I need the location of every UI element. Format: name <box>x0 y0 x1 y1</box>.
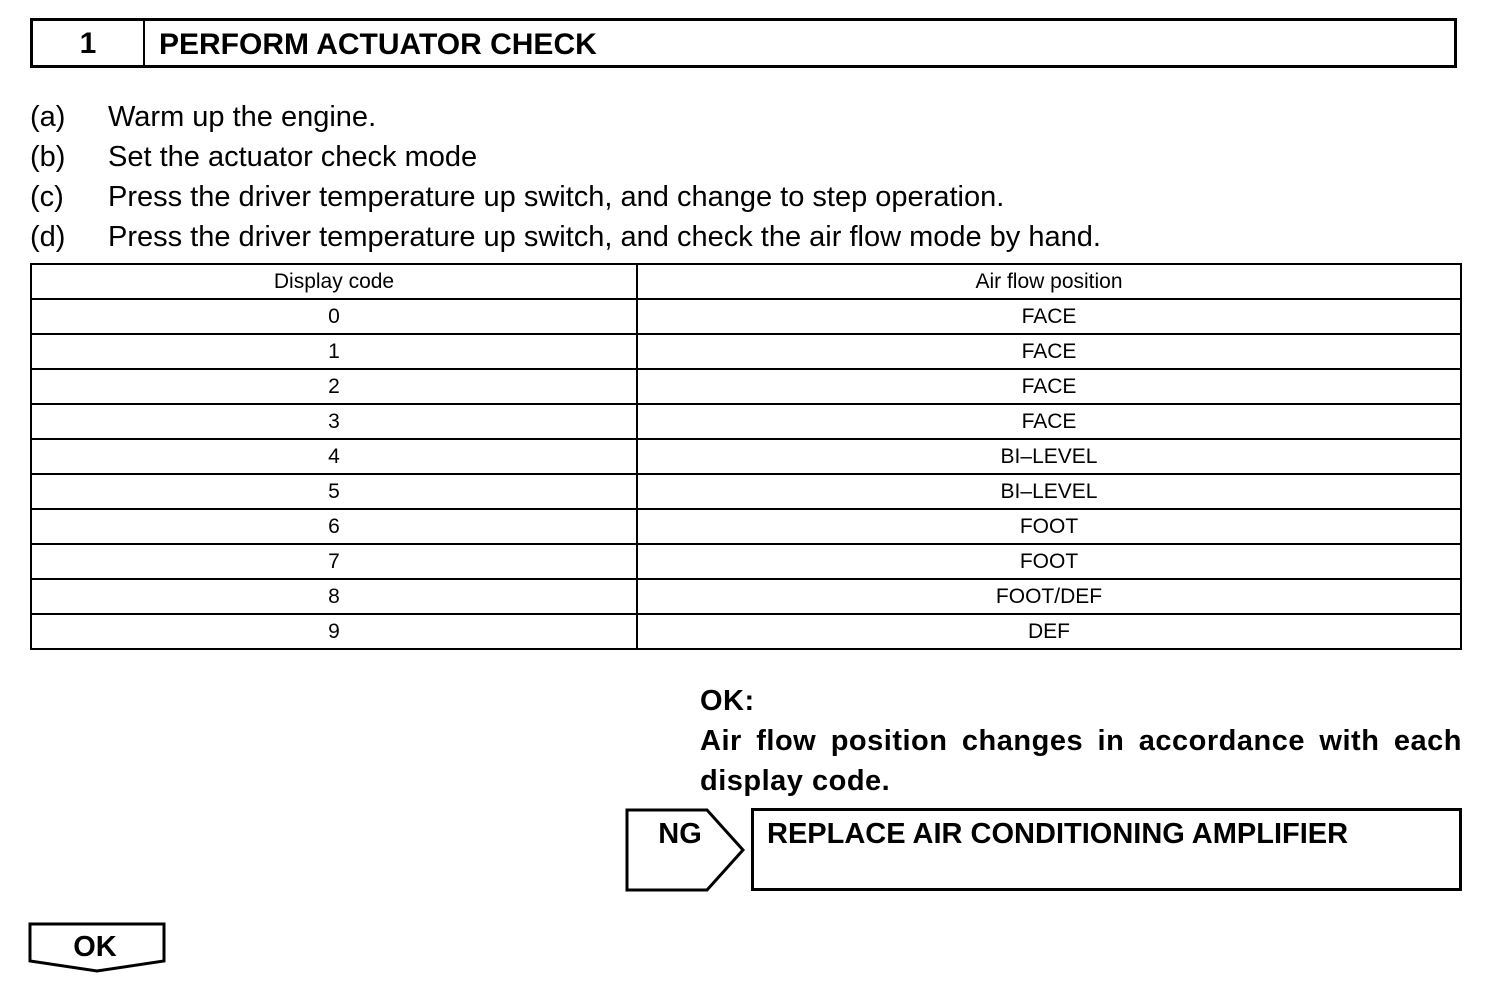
step-item <box>30 177 1101 217</box>
display-code-cell: 5 <box>31 474 637 509</box>
table-row <box>31 334 1461 369</box>
air-flow-position-cell: FOOT <box>637 544 1461 579</box>
display-code-cell: 8 <box>31 579 637 614</box>
step-letter: (c) <box>30 181 64 213</box>
step-item <box>30 217 1101 257</box>
air-flow-position-cell: FACE <box>637 404 1461 439</box>
air-flow-position-cell: BI–LEVEL <box>637 439 1461 474</box>
ng-label: NG <box>658 818 702 850</box>
display-code-cell: 1 <box>31 334 637 369</box>
table-row <box>31 614 1461 649</box>
display-code-cell: 3 <box>31 404 637 439</box>
step-letter: (d) <box>30 221 66 253</box>
table-body <box>31 299 1461 649</box>
display-code-cell: 2 <box>31 369 637 404</box>
step-number: 1 <box>33 21 145 65</box>
step-letter: (b) <box>30 141 66 173</box>
table-row <box>31 404 1461 439</box>
ok-criteria-label: OK: <box>700 685 755 717</box>
column-header-display-code: Display code <box>31 264 637 299</box>
ng-action-text: REPLACE AIR CONDITIONING AMPLIFIER <box>767 818 1349 850</box>
display-code-cell: 7 <box>31 544 637 579</box>
step-text: Press the driver temperature up switch, and change to step operation. <box>108 181 1005 213</box>
step-text: Warm up the engine. <box>108 101 377 133</box>
table-row <box>31 474 1461 509</box>
step-title: PERFORM ACTUATOR CHECK <box>159 28 597 61</box>
table-row <box>31 579 1461 614</box>
step-list <box>30 97 1101 257</box>
step-letter: (a) <box>30 101 66 133</box>
table-header-row <box>31 264 1461 299</box>
display-code-cell: 9 <box>31 614 637 649</box>
table-row <box>31 509 1461 544</box>
air-flow-position-cell: FACE <box>637 334 1461 369</box>
ok-label: OK <box>73 931 117 963</box>
ng-action-box <box>751 808 1462 891</box>
airflow-table <box>30 263 1462 650</box>
column-header-air-flow-position: Air flow position <box>637 264 1461 299</box>
step-text: Press the driver temperature up switch, and check the air flow mode by hand. <box>108 221 1101 253</box>
air-flow-position-cell: FACE <box>637 299 1461 334</box>
air-flow-position-cell: BI–LEVEL <box>637 474 1461 509</box>
table-row <box>31 299 1461 334</box>
air-flow-position-cell: FACE <box>637 369 1461 404</box>
ok-criteria <box>700 681 1462 801</box>
display-code-cell: 4 <box>31 439 637 474</box>
table-row <box>31 439 1461 474</box>
step-item <box>30 97 1101 137</box>
display-code-cell: 6 <box>31 509 637 544</box>
table-row <box>31 369 1461 404</box>
air-flow-position-cell: DEF <box>637 614 1461 649</box>
step-header <box>30 18 1457 68</box>
ok-criteria-text: Air flow position changes in accordance with each display code. <box>700 725 1462 797</box>
air-flow-position-cell: FOOT <box>637 509 1461 544</box>
table-row <box>31 544 1461 579</box>
step-item <box>30 137 1101 177</box>
step-text: Set the actuator check mode <box>108 141 478 173</box>
air-flow-position-cell: FOOT/DEF <box>637 579 1461 614</box>
display-code-cell: 0 <box>31 299 637 334</box>
